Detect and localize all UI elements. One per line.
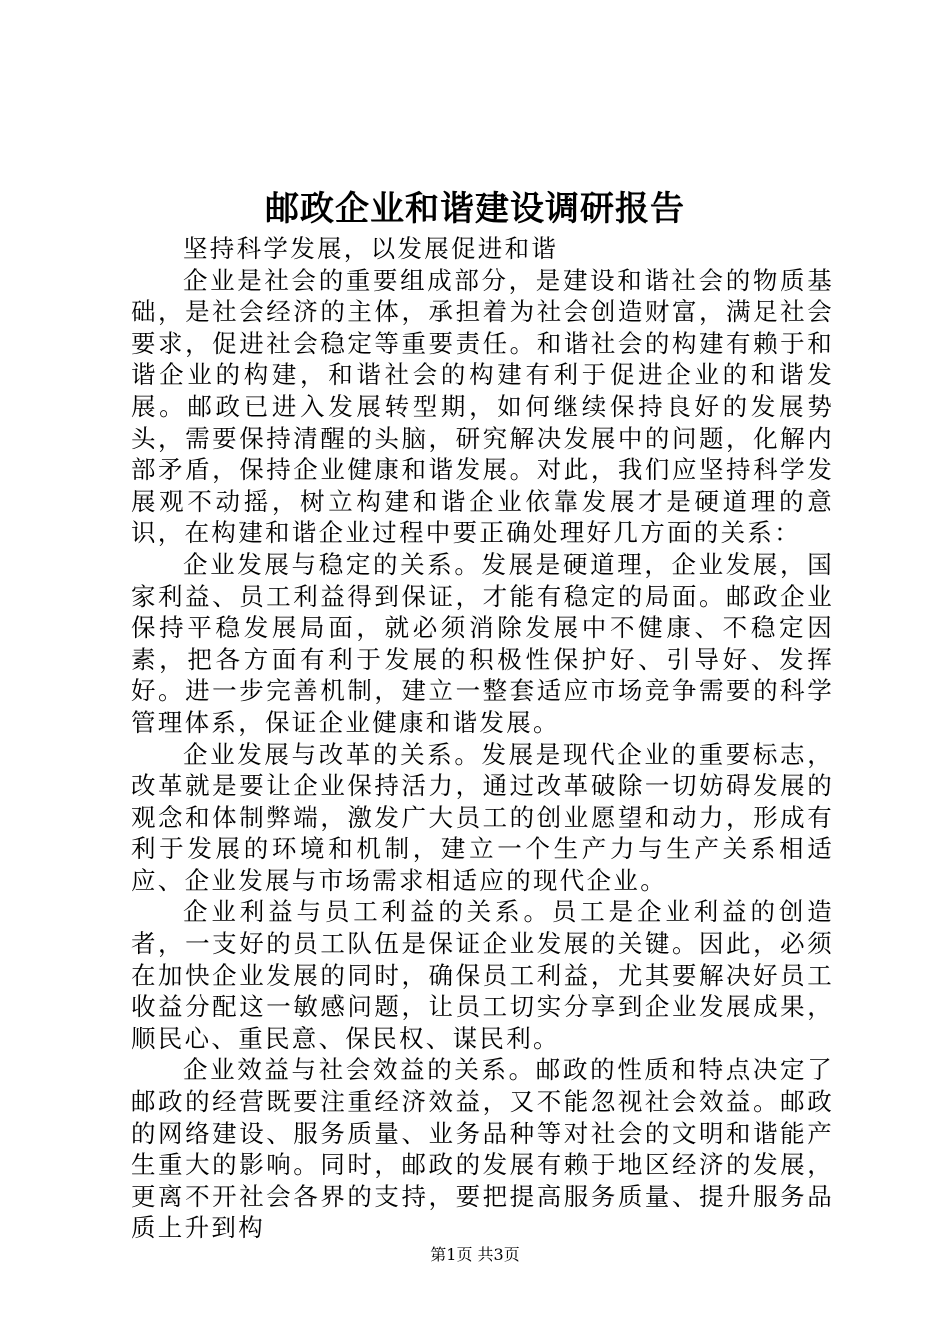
page-number-footer: 第1页 共3页 bbox=[430, 1245, 520, 1264]
paragraph-reform: 企业发展与改革的关系。发展是现代企业的重要标志，改革就是要让企业保持活力，通过改革破除一切妨碍发展的观念和体制弊端，激发广大员工的创业愿望和动力，形成有利于发展的环境和机制，建立一个生产力与生产关系相适应、企业发展与市场需求相适应的现代企业。 bbox=[131, 739, 834, 895]
paragraph-intro: 企业是社会的重要组成部分，是建设和谐社会的物质基础，是社会经济的主体，承担着为社会创造财富，满足社会要求，促进社会稳定等重要责任。和谐社会的构建有赖于和谐企业的构建，和谐社会的构建有利于促进企业的和谐发展。邮政已进入发展转型期，如何继续保持良好的发展势头，需要保持清醒的头脑，研究解决发展中的问题，化解内部矛盾，保持企业健康和谐发展。对此，我们应坚持科学发展观不动摇，树立构建和谐企业依靠发展才是硬道理的意识，在构建和谐企业过程中要正确处理好几方面的关系： bbox=[131, 265, 834, 548]
paragraph-stability: 企业发展与稳定的关系。发展是硬道理，企业发展，国家利益、员工利益得到保证，才能有稳定的局面。邮政企业保持平稳发展局面，就必须消除发展中不健康、不稳定因素，把各方面有利于发展的积极性保护好、引导好、发挥好。进一步完善机制，建立一整套适应市场竞争需要的科学管理体系，保证企业健康和谐发展。 bbox=[131, 549, 834, 737]
section-heading: 坚持科学发展，以发展促进和谐 bbox=[183, 234, 559, 263]
document-title: 邮政企业和谐建设调研报告 bbox=[265, 189, 685, 229]
document-body bbox=[131, 233, 834, 1244]
paragraph-social-benefit: 企业效益与社会效益的关系。邮政的性质和特点决定了邮政的经营既要注重经济效益，又不能忽视社会效益。邮政的网络建设、服务质量、业务品种等对社会的文明和谐能产生重大的影响。同时，邮政的发展有赖于地区经济的发展，更离不开社会各界的支持，要把提高服务质量、提升服务品质上升到构 bbox=[131, 1055, 834, 1243]
paragraph-employee-interest: 企业利益与员工利益的关系。员工是企业利益的创造者，一支好的员工队伍是保证企业发展的关键。因此，必须在加快企业发展的同时，确保员工利益，尤其要解决好员工收益分配这一敏感问题，让员工切实分享到企业发展成果，顺民心、重民意、保民权、谋民利。 bbox=[131, 897, 834, 1053]
